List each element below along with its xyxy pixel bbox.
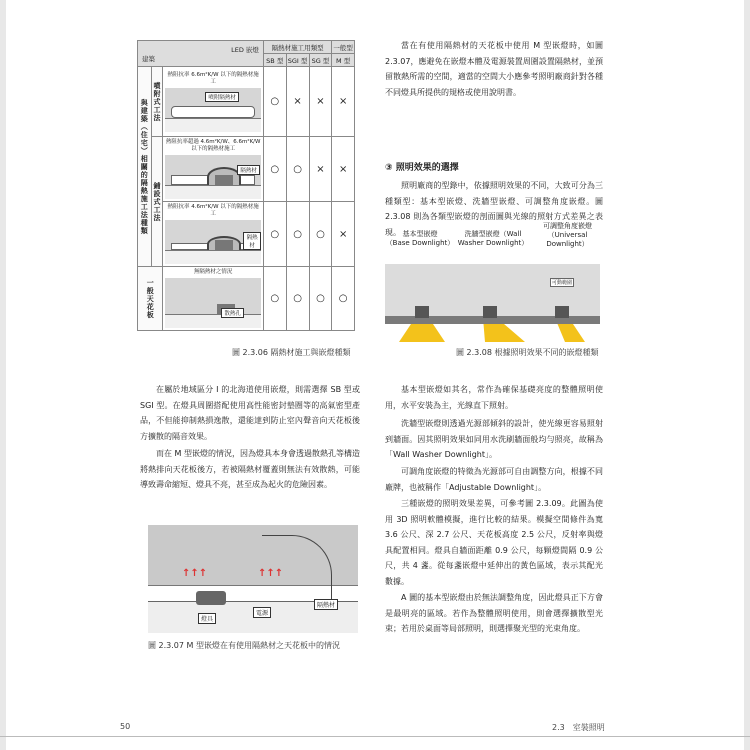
- universal-lamp: [555, 306, 569, 318]
- left-paragraph-1: 在屬於地域區分 I 的北海道使用嵌燈，則需選擇 SB 型或 SGI 型。在燈具周圍搭配使用高性能密封墊圈等的高氣密型產品，不但能抑制熱損逸散，還能達到防止室內聲音向天花板後方擴散的隔音效果。: [140, 385, 360, 441]
- left-group-label: 與建築（住宅）相關的隔熱施工法種類: [138, 67, 152, 267]
- row1-mark-m: ×: [332, 67, 355, 137]
- row1-illustration: [163, 67, 264, 137]
- footer-rule: [0, 736, 750, 737]
- row1-mark-sg: ×: [309, 67, 332, 137]
- running-footer: 2.3 室裝照明: [552, 723, 605, 732]
- page-edge-right: [744, 0, 750, 750]
- power-label: 電源: [253, 607, 271, 618]
- row4-mark-m: ○: [332, 267, 355, 331]
- row4-side-label: 一般天花板: [138, 267, 163, 331]
- row4-illustration: [163, 267, 264, 331]
- row2-mark-sb: ○: [263, 137, 286, 202]
- general-header: 一般型: [332, 41, 355, 54]
- row4-mark-sb: ○: [263, 267, 286, 331]
- insulation-table: [137, 40, 355, 331]
- row1-title: 熱阻抗率 6.6m²K/W 以下的隔熱材施工: [167, 71, 259, 85]
- row4-mark-sg: ○: [309, 267, 332, 331]
- col-m: M 型: [332, 54, 355, 67]
- page-number: 50: [120, 722, 131, 731]
- m-type-illustration: ↑↑↑ ↑↑↑ 燈具 電源 隔熱材: [148, 525, 358, 633]
- downlight-types-figure: [385, 222, 600, 342]
- row3-title: 熱阻抗率 4.6m²K/W 以下的隔熱材施工: [167, 204, 259, 217]
- table-row: [138, 67, 355, 137]
- row4-mark-sgi: ○: [286, 267, 309, 331]
- row2-illustration: [163, 137, 264, 202]
- row3-mark-sb: ○: [263, 202, 286, 267]
- no-insulation-image: [165, 278, 261, 328]
- right-paragraph-4: 可調角度嵌燈的特徵為光源部可自由調整方向，根據不同廠牌，也被稱作「Adjustable Downlight」。: [385, 467, 603, 492]
- col-sgi: SGI 型: [286, 54, 309, 67]
- laid-insulation-thin-image: [165, 220, 261, 264]
- row3-tag: 隔熱材: [243, 232, 261, 250]
- row2-tag: 隔熱材: [237, 165, 260, 175]
- insulation-label: 隔熱材: [314, 599, 338, 610]
- col-sb: SB 型: [263, 54, 286, 67]
- right-paragraph-5: 三種嵌燈的照明效果差異，可參考圖 2.3.09。此圖為使用 3D 照明軟體模擬，進行比較的結果。模擬空間條件為寬 3.6 公尺、深 2.7 公尺、天花板高度 2.5 公尺，反射率與燈具配置相同。燈具自牆面距離 0.9 公尺，每顆燈間隔 0.9 公尺，共 4 盞。從每盞嵌燈中延伸出的黃色區域，表示其配光數據。: [385, 499, 603, 586]
- row3-mark-sgi: ○: [286, 202, 309, 267]
- right-paragraph-3: 洗牆型嵌燈則透過光源部傾斜的設計，使光線更容易照射到牆面。因其照明效果如同用水洗刷牆面般均勻照亮，故稱為「Wall Washer Downlight」。: [385, 419, 603, 459]
- corner-left-label: 建築: [142, 54, 155, 63]
- row1-mark-sgi: ×: [286, 67, 309, 137]
- fixture-label: 燈具: [198, 613, 216, 624]
- row2-mark-m: ×: [332, 137, 355, 202]
- right-paragraph-6: A 圖的基本型嵌燈由於無法調整角度，因此燈具正下方會是最明亮的區域。若作為整體照明使用，則會選擇擴散型光束；若用於桌面等局部照明，則選擇聚光型的光束角度。: [385, 593, 603, 633]
- left-paragraph-2: 而在 M 型嵌燈的情況，因為燈具本身會透過散熱孔等構造將熱排向天花板後方，若被隔熱材覆蓋則無法有效散熱，可能導致壽命縮短、燈具不亮，甚至成為起火的危險因素。: [140, 449, 360, 489]
- row2-side-label: 鋪設式工法: [151, 137, 163, 267]
- row3-illustration: [163, 202, 264, 267]
- row2-title: 熱阻抗率超過 4.6m²K/W、6.6m²K/W 以下的隔熱材施工: [165, 139, 261, 152]
- table-corner: [138, 41, 264, 67]
- table-row: [138, 202, 355, 267]
- spray-insulation-image: [165, 88, 261, 132]
- section-heading: ③ 照明效果的選擇: [385, 163, 459, 173]
- row4-tag: 散熱孔: [221, 308, 244, 318]
- caption-fig06: 圖 2.3.06 隔熱材施工與嵌燈種類: [232, 348, 351, 357]
- label-wall: 洗牆型嵌燈（Wall Washer Downlight）: [457, 230, 529, 247]
- group-header: 隔熱材施工用類型: [263, 41, 331, 54]
- row2-mark-sgi: ○: [286, 137, 309, 202]
- row2-mark-sg: ×: [309, 137, 332, 202]
- page-edge-left: [0, 0, 6, 750]
- row1-side-label: 噴附式工法: [151, 67, 163, 137]
- label-base: 基本型嵌燈 （Base Downlight）: [385, 230, 455, 247]
- base-lamp: [415, 306, 429, 318]
- right-paragraph-2: 基本型嵌燈如其名，常作為確保基礎亮度的整體照明使用，水平安裝為主，光線直下照射。: [385, 385, 603, 410]
- row3-mark-sg: ○: [309, 202, 332, 267]
- row3-mark-m: ×: [332, 202, 355, 267]
- table-row: [138, 267, 355, 331]
- col-sg: SG 型: [309, 54, 332, 67]
- corner-top-label: LED 嵌燈: [231, 45, 259, 54]
- fixture-body: [196, 591, 226, 605]
- row1-mark-sb: ○: [263, 67, 286, 137]
- movable-label: 可動範圍: [552, 280, 573, 286]
- right-paragraph-0: 當在有使用隔熱材的天花板中使用 M 型嵌燈時，如圖 2.3.07，應避免在嵌燈本體及電源裝置周圍設置隔熱材，並預留散熱所需的空間，適當的空間大小應參考照明廠商針對各種不同燈具所提供的規格或使用說明書。: [385, 41, 603, 97]
- label-universal: 可調整角度嵌燈 （Universal Downlight）: [543, 222, 592, 248]
- row1-tag: 噴附隔熱材: [205, 92, 239, 102]
- caption-fig08: 圖 2.3.08 根據照明效果不同的嵌燈種類: [456, 348, 599, 357]
- caption-fig07: 圖 2.3.07 M 型嵌燈在有使用隔熱材之天花板中的情況: [148, 641, 340, 650]
- light-beams: [385, 222, 600, 342]
- table-row: [138, 137, 355, 202]
- right-paragraph-1: 照明廠商的型錄中，依據照明效果的不同，大致可分為三種類型：基本型嵌燈、洗牆型嵌燈、可調整角度嵌燈。圖 2.3.08 則為各類型嵌燈的剖面圖與光線的照射方式差異之表現。: [385, 181, 603, 237]
- wall-lamp: [483, 306, 497, 318]
- row4-title: 無隔熱材之情況: [193, 269, 233, 275]
- laid-insulation-image: [165, 155, 261, 199]
